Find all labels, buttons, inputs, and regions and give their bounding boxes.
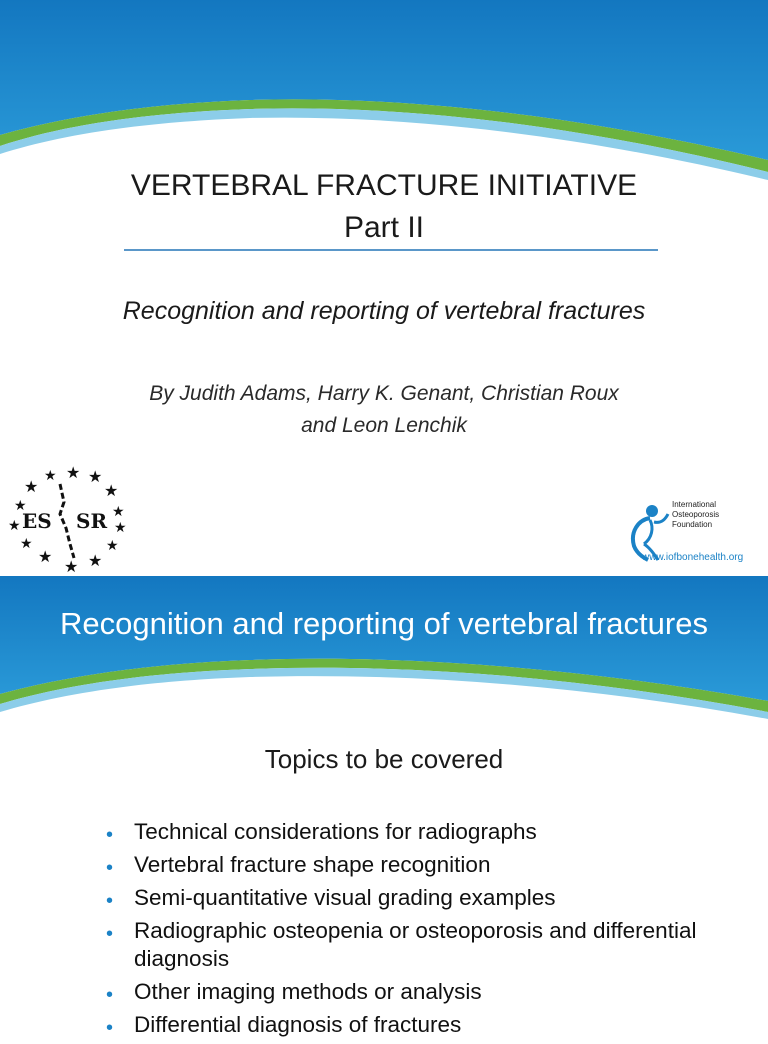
slide-banner — [0, 576, 768, 726]
section-heading: Topics to be covered — [264, 744, 504, 774]
svg-text:★: ★ — [20, 536, 33, 552]
iof-url: www.iofbonehealth.org — [642, 552, 744, 563]
bullet-icon: • — [106, 984, 114, 1006]
iof-line2: Osteoporosis — [672, 510, 720, 519]
svg-text:★: ★ — [14, 498, 27, 514]
bullet-icon: • — [106, 890, 114, 912]
svg-text:★: ★ — [38, 547, 53, 566]
topics-list — [104, 818, 704, 1044]
essr-text-right: SR — [76, 509, 108, 533]
list-item: • Semi-quantitative visual grading examples — [104, 884, 704, 912]
slide-banner — [0, 0, 768, 190]
authors-line2: and Leon Lenchik — [301, 414, 467, 437]
authors-line1: By Judith Adams, Harry K. Genant, Christian Roux — [149, 382, 619, 405]
bullet-icon: • — [106, 857, 114, 879]
essr-text-left: ES — [22, 509, 52, 533]
slide-subtitle: Recognition and reporting of vertebral fractures — [122, 297, 646, 325]
svg-text:★: ★ — [24, 477, 39, 496]
topics-slide — [0, 576, 768, 1039]
bullet-icon: • — [106, 824, 114, 846]
svg-text:★: ★ — [88, 551, 103, 570]
essr-logo — [8, 462, 132, 576]
svg-text:★: ★ — [64, 557, 79, 576]
svg-text:★: ★ — [114, 520, 127, 536]
svg-text:★: ★ — [44, 468, 57, 484]
slide-title-line1: VERTEBRAL FRACTURE INITIATIVE — [130, 169, 638, 202]
bullet-icon: • — [106, 1017, 114, 1039]
list-item: • Technical considerations for radiographs — [104, 818, 704, 846]
list-item: • Other imaging methods or analysis — [104, 978, 704, 1006]
list-item: • Vertebral fracture shape recognition — [104, 851, 704, 879]
svg-text:★: ★ — [106, 538, 119, 554]
list-item: • Differential diagnosis of fractures — [104, 1011, 704, 1039]
svg-text:★: ★ — [66, 463, 81, 482]
svg-text:★: ★ — [112, 504, 125, 520]
svg-text:★: ★ — [8, 518, 21, 534]
iof-line3: Foundation — [672, 520, 713, 529]
iof-logo — [622, 500, 768, 570]
iof-line1: International — [672, 500, 717, 509]
svg-text:★: ★ — [104, 481, 119, 500]
slide-title-line2: Part II — [343, 211, 425, 244]
title-divider — [124, 249, 658, 251]
svg-text:★: ★ — [88, 467, 103, 486]
list-item: • Radiographic osteopenia or osteoporosis and differential diagnosis — [106, 918, 697, 971]
bullet-icon: • — [106, 923, 114, 945]
slide-title: Recognition and reporting of vertebral fractures — [60, 606, 708, 641]
